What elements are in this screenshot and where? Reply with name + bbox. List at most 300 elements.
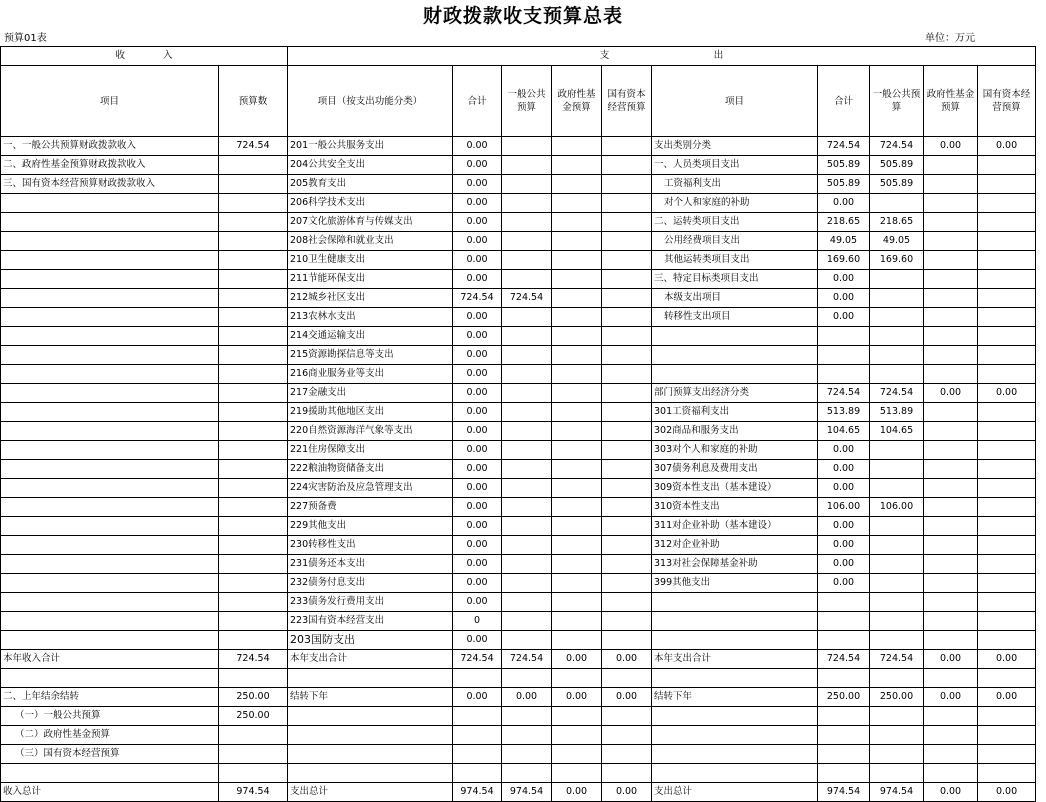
- table-cell: 本年支出合计: [288, 650, 453, 669]
- table-cell: 232债务付息支出: [288, 574, 453, 593]
- table-cell: [870, 612, 924, 631]
- table-cell: [552, 365, 602, 384]
- table-cell: [870, 764, 924, 783]
- table-cell: 公用经费项目支出: [652, 232, 818, 251]
- table-cell: 724.54: [502, 650, 552, 669]
- table-cell: [219, 403, 288, 422]
- table-cell: [1, 270, 219, 289]
- table-cell: [552, 194, 602, 213]
- table-cell: [924, 213, 978, 232]
- col-general2: 一般公共预算: [870, 66, 924, 137]
- table-cell: 104.65: [870, 422, 924, 441]
- table-cell: [1, 251, 219, 270]
- table-row: [1, 156, 1036, 175]
- col-state: 国有资本经营预算: [602, 66, 652, 137]
- table-cell: 0.00: [453, 365, 502, 384]
- table-cell: [978, 460, 1036, 479]
- table-cell: [552, 403, 602, 422]
- table-cell: 724.54: [219, 650, 288, 669]
- table-cell: [602, 346, 652, 365]
- table-cell: [978, 498, 1036, 517]
- table-cell: [453, 669, 502, 688]
- table-cell: [1, 365, 219, 384]
- table-cell: [818, 593, 870, 612]
- table-cell: [924, 403, 978, 422]
- table-cell: 216商业服务业等支出: [288, 365, 453, 384]
- table-cell: [219, 669, 288, 688]
- table-cell: 0.00: [978, 650, 1036, 669]
- table-cell: 0.00: [453, 441, 502, 460]
- table-cell: 505.89: [870, 175, 924, 194]
- table-cell: [978, 175, 1036, 194]
- table-cell: 0.00: [552, 783, 602, 802]
- table-row: [1, 536, 1036, 555]
- table-cell: [978, 251, 1036, 270]
- table-cell: [219, 422, 288, 441]
- table-row: [1, 669, 1036, 688]
- table-cell: [602, 764, 652, 783]
- table-cell: [652, 346, 818, 365]
- table-cell: 974.54: [219, 783, 288, 802]
- table-cell: 0.00: [453, 631, 502, 650]
- table-cell: [870, 669, 924, 688]
- table-cell: 307债务利息及费用支出: [652, 460, 818, 479]
- table-cell: [818, 365, 870, 384]
- table-cell: 本年支出合计: [652, 650, 818, 669]
- table-cell: [502, 232, 552, 251]
- table-cell: [652, 764, 818, 783]
- table-cell: [818, 707, 870, 726]
- table-cell: [1, 669, 219, 688]
- table-cell: [870, 726, 924, 745]
- table-cell: [602, 498, 652, 517]
- table-row: [1, 745, 1036, 764]
- table-cell: [978, 517, 1036, 536]
- table-row: [1, 498, 1036, 517]
- table-cell: 201一般公共服务支出: [288, 137, 453, 156]
- table-cell: 0.00: [602, 650, 652, 669]
- table-cell: 207文化旅游体育与传媒支出: [288, 213, 453, 232]
- table-cell: [219, 764, 288, 783]
- table-cell: [652, 726, 818, 745]
- table-cell: 0.00: [453, 422, 502, 441]
- table-cell: [219, 441, 288, 460]
- table-cell: [1, 232, 219, 251]
- table-cell: [502, 327, 552, 346]
- table-cell: 974.54: [818, 783, 870, 802]
- table-cell: [652, 593, 818, 612]
- table-cell: [924, 441, 978, 460]
- table-cell: 250.00: [219, 707, 288, 726]
- table-cell: [652, 612, 818, 631]
- table-cell: 724.54: [818, 650, 870, 669]
- table-cell: 0.00: [453, 156, 502, 175]
- table-cell: [502, 593, 552, 612]
- table-cell: （一）一般公共预算: [1, 707, 219, 726]
- table-cell: [502, 384, 552, 403]
- table-cell: [978, 232, 1036, 251]
- table-cell: [602, 460, 652, 479]
- table-cell: [502, 536, 552, 555]
- expense-header: 支 出: [288, 47, 1036, 66]
- table-cell: [870, 327, 924, 346]
- table-cell: 0.00: [924, 650, 978, 669]
- table-cell: [288, 745, 453, 764]
- table-cell: 0.00: [502, 688, 552, 707]
- table-cell: 0.00: [602, 688, 652, 707]
- table-cell: 0.00: [818, 555, 870, 574]
- table-cell: [502, 175, 552, 194]
- table-cell: 224灾害防治及应急管理支出: [288, 479, 453, 498]
- table-cell: 0.00: [602, 783, 652, 802]
- income-header: 收 入: [1, 47, 288, 66]
- table-cell: [602, 726, 652, 745]
- table-cell: [502, 422, 552, 441]
- table-cell: [453, 764, 502, 783]
- table-cell: 结转下年: [652, 688, 818, 707]
- table-cell: [502, 745, 552, 764]
- table-cell: [602, 289, 652, 308]
- col-state2: 国有资本经营预算: [978, 66, 1036, 137]
- table-cell: [978, 479, 1036, 498]
- table-cell: [1, 631, 219, 650]
- table-cell: 0.00: [453, 137, 502, 156]
- table-cell: [870, 517, 924, 536]
- col-general: 一般公共预算: [502, 66, 552, 137]
- table-cell: [288, 726, 453, 745]
- table-cell: [602, 365, 652, 384]
- table-cell: [602, 422, 652, 441]
- table-cell: [652, 365, 818, 384]
- table-row: [1, 783, 1036, 802]
- table-cell: [1, 517, 219, 536]
- table-cell: [870, 460, 924, 479]
- table-cell: 0.00: [453, 479, 502, 498]
- table-cell: 974.54: [502, 783, 552, 802]
- table-cell: [552, 213, 602, 232]
- table-cell: [602, 745, 652, 764]
- table-cell: 302商品和服务支出: [652, 422, 818, 441]
- table-cell: [1, 327, 219, 346]
- table-cell: 505.89: [818, 175, 870, 194]
- table-cell: [1, 289, 219, 308]
- table-cell: 309资本性支出（基本建设）: [652, 479, 818, 498]
- table-cell: [924, 308, 978, 327]
- table-cell: [924, 422, 978, 441]
- table-cell: 724.54: [870, 384, 924, 403]
- table-cell: [652, 745, 818, 764]
- table-row: [1, 270, 1036, 289]
- table-cell: 724.54: [870, 650, 924, 669]
- table-cell: [552, 574, 602, 593]
- table-cell: 49.05: [870, 232, 924, 251]
- table-cell: [924, 270, 978, 289]
- table-row: [1, 574, 1036, 593]
- table-cell: [602, 308, 652, 327]
- table-cell: [924, 555, 978, 574]
- table-cell: 513.89: [818, 403, 870, 422]
- table-cell: [552, 536, 602, 555]
- table-cell: [924, 574, 978, 593]
- table-cell: [502, 251, 552, 270]
- table-cell: [502, 669, 552, 688]
- table-cell: 229其他支出: [288, 517, 453, 536]
- table-cell: [924, 194, 978, 213]
- table-cell: 0.00: [453, 327, 502, 346]
- table-cell: [552, 517, 602, 536]
- table-cell: 0: [453, 612, 502, 631]
- table-cell: [219, 745, 288, 764]
- table-cell: [818, 631, 870, 650]
- table-cell: 223国有资本经营支出: [288, 612, 453, 631]
- table-row: [1, 137, 1036, 156]
- table-cell: [219, 498, 288, 517]
- table-cell: [1, 498, 219, 517]
- table-cell: [924, 631, 978, 650]
- table-cell: 0.00: [453, 384, 502, 403]
- table-cell: [818, 346, 870, 365]
- table-cell: 106.00: [870, 498, 924, 517]
- table-cell: [924, 327, 978, 346]
- table-cell: 转移性支出项目: [652, 308, 818, 327]
- table-cell: [552, 555, 602, 574]
- table-cell: [924, 612, 978, 631]
- table-cell: [552, 289, 602, 308]
- table-cell: [219, 213, 288, 232]
- table-cell: 0.00: [924, 137, 978, 156]
- table-cell: [602, 270, 652, 289]
- table-cell: 0.00: [453, 536, 502, 555]
- table-cell: [502, 574, 552, 593]
- table-cell: [870, 745, 924, 764]
- table-cell: [219, 308, 288, 327]
- table-cell: [870, 441, 924, 460]
- table-cell: [1, 555, 219, 574]
- table-cell: [502, 346, 552, 365]
- table-cell: [552, 669, 602, 688]
- table-row: [1, 422, 1036, 441]
- table-cell: [870, 479, 924, 498]
- table-cell: 974.54: [453, 783, 502, 802]
- table-cell: [552, 346, 602, 365]
- table-cell: [552, 726, 602, 745]
- table-cell: [978, 270, 1036, 289]
- table-cell: [818, 745, 870, 764]
- table-cell: [924, 764, 978, 783]
- table-cell: [502, 308, 552, 327]
- table-cell: 0.00: [552, 650, 602, 669]
- table-cell: [602, 175, 652, 194]
- table-cell: 301工资福利支出: [652, 403, 818, 422]
- table-cell: 231债务还本支出: [288, 555, 453, 574]
- table-cell: [652, 669, 818, 688]
- table-cell: 0.00: [453, 346, 502, 365]
- table-cell: [924, 726, 978, 745]
- table-cell: [602, 669, 652, 688]
- table-cell: 收入总计: [1, 783, 219, 802]
- table-cell: 233债务发行费用支出: [288, 593, 453, 612]
- table-cell: [502, 137, 552, 156]
- table-cell: [978, 403, 1036, 422]
- table-cell: 213农林水支出: [288, 308, 453, 327]
- table-cell: [552, 593, 602, 612]
- table-cell: [870, 346, 924, 365]
- table-cell: [502, 707, 552, 726]
- table-cell: [602, 403, 652, 422]
- table-cell: 169.60: [870, 251, 924, 270]
- table-row: [1, 688, 1036, 707]
- table-row: [1, 327, 1036, 346]
- table-cell: 210卫生健康支出: [288, 251, 453, 270]
- table-cell: [924, 365, 978, 384]
- table-cell: [1, 213, 219, 232]
- table-cell: [219, 156, 288, 175]
- table-cell: [870, 194, 924, 213]
- table-row: [1, 213, 1036, 232]
- table-row: [1, 555, 1036, 574]
- table-cell: [818, 327, 870, 346]
- table-cell: [870, 308, 924, 327]
- table-cell: [602, 137, 652, 156]
- table-cell: [924, 593, 978, 612]
- table-cell: 二、运转类项目支出: [652, 213, 818, 232]
- table-cell: [552, 460, 602, 479]
- table-cell: [602, 707, 652, 726]
- table-row: [1, 631, 1036, 650]
- table-cell: 0.00: [978, 137, 1036, 156]
- table-cell: 227预备费: [288, 498, 453, 517]
- table-row: [1, 251, 1036, 270]
- table-cell: [552, 764, 602, 783]
- table-cell: 0.00: [453, 232, 502, 251]
- table-cell: [219, 631, 288, 650]
- table-cell: [978, 745, 1036, 764]
- col-total: 合计: [453, 66, 502, 137]
- table-row: [1, 460, 1036, 479]
- table-row: [1, 650, 1036, 669]
- table-cell: 203国防支出: [288, 631, 453, 650]
- table-cell: 二、政府性基金预算财政拨款收入: [1, 156, 219, 175]
- table-cell: [924, 289, 978, 308]
- table-cell: [602, 517, 652, 536]
- table-cell: [1, 346, 219, 365]
- table-cell: [1, 593, 219, 612]
- table-cell: [978, 593, 1036, 612]
- table-cell: [978, 726, 1036, 745]
- table-cell: [502, 441, 552, 460]
- unit-label: 单位：万元: [925, 33, 975, 44]
- table-cell: [602, 479, 652, 498]
- table-cell: 三、国有资本经营预算财政拨款收入: [1, 175, 219, 194]
- table-cell: [219, 365, 288, 384]
- page-title: 财政拨款收支预算总表: [422, 5, 623, 27]
- table-cell: [502, 460, 552, 479]
- table-cell: [818, 612, 870, 631]
- table-cell: [1, 308, 219, 327]
- table-cell: 对个人和家庭的补助: [652, 194, 818, 213]
- table-cell: 0.00: [453, 403, 502, 422]
- table-cell: [924, 156, 978, 175]
- table-cell: [924, 498, 978, 517]
- table-cell: 724.54: [453, 289, 502, 308]
- table-cell: [502, 764, 552, 783]
- table-cell: [924, 479, 978, 498]
- table-cell: [219, 479, 288, 498]
- table-cell: [1, 194, 219, 213]
- table-cell: 0.00: [924, 783, 978, 802]
- table-cell: [602, 536, 652, 555]
- table-cell: [552, 707, 602, 726]
- table-cell: 214交通运输支出: [288, 327, 453, 346]
- table-cell: [219, 175, 288, 194]
- table-cell: [1, 764, 219, 783]
- table-cell: [502, 631, 552, 650]
- table-row: [1, 707, 1036, 726]
- table-cell: 0.00: [818, 536, 870, 555]
- table-cell: [602, 384, 652, 403]
- table-cell: [502, 270, 552, 289]
- col-fund: 政府性基金预算: [552, 66, 602, 137]
- table-cell: 211节能环保支出: [288, 270, 453, 289]
- table-cell: 205教育支出: [288, 175, 453, 194]
- table-cell: [1, 479, 219, 498]
- table-row: [1, 365, 1036, 384]
- table-cell: [924, 517, 978, 536]
- table-cell: [453, 707, 502, 726]
- table-cell: [219, 593, 288, 612]
- table-cell: [870, 574, 924, 593]
- table-cell: 0.00: [818, 289, 870, 308]
- table-cell: 0.00: [924, 384, 978, 403]
- table-cell: 0.00: [453, 517, 502, 536]
- table-cell: [978, 631, 1036, 650]
- table-cell: 支出总计: [652, 783, 818, 802]
- table-cell: 0.00: [453, 498, 502, 517]
- table-cell: [502, 555, 552, 574]
- table-cell: 0.00: [453, 555, 502, 574]
- table-cell: 724.54: [502, 289, 552, 308]
- table-cell: 支出类别分类: [652, 137, 818, 156]
- col-item: 项目: [1, 66, 219, 137]
- table-cell: 工资福利支出: [652, 175, 818, 194]
- table-cell: [924, 175, 978, 194]
- col-fund2: 政府性基金预算: [924, 66, 978, 137]
- table-cell: 0.00: [453, 574, 502, 593]
- table-cell: [502, 517, 552, 536]
- table-cell: 支出总计: [288, 783, 453, 802]
- table-cell: [219, 384, 288, 403]
- table-cell: [818, 726, 870, 745]
- table-cell: 104.65: [818, 422, 870, 441]
- table-cell: [978, 194, 1036, 213]
- table-cell: 221住房保障支出: [288, 441, 453, 460]
- table-cell: [602, 612, 652, 631]
- table-cell: [1, 403, 219, 422]
- table-cell: [552, 384, 602, 403]
- table-cell: 0.00: [818, 308, 870, 327]
- table-cell: [978, 669, 1036, 688]
- table-cell: [870, 707, 924, 726]
- table-cell: 724.54: [219, 137, 288, 156]
- table-cell: 724.54: [818, 384, 870, 403]
- table-row: [1, 593, 1036, 612]
- table-cell: [870, 289, 924, 308]
- table-cell: [602, 213, 652, 232]
- table-cell: [870, 365, 924, 384]
- table-cell: [453, 726, 502, 745]
- table-cell: [602, 327, 652, 346]
- table-cell: [978, 707, 1036, 726]
